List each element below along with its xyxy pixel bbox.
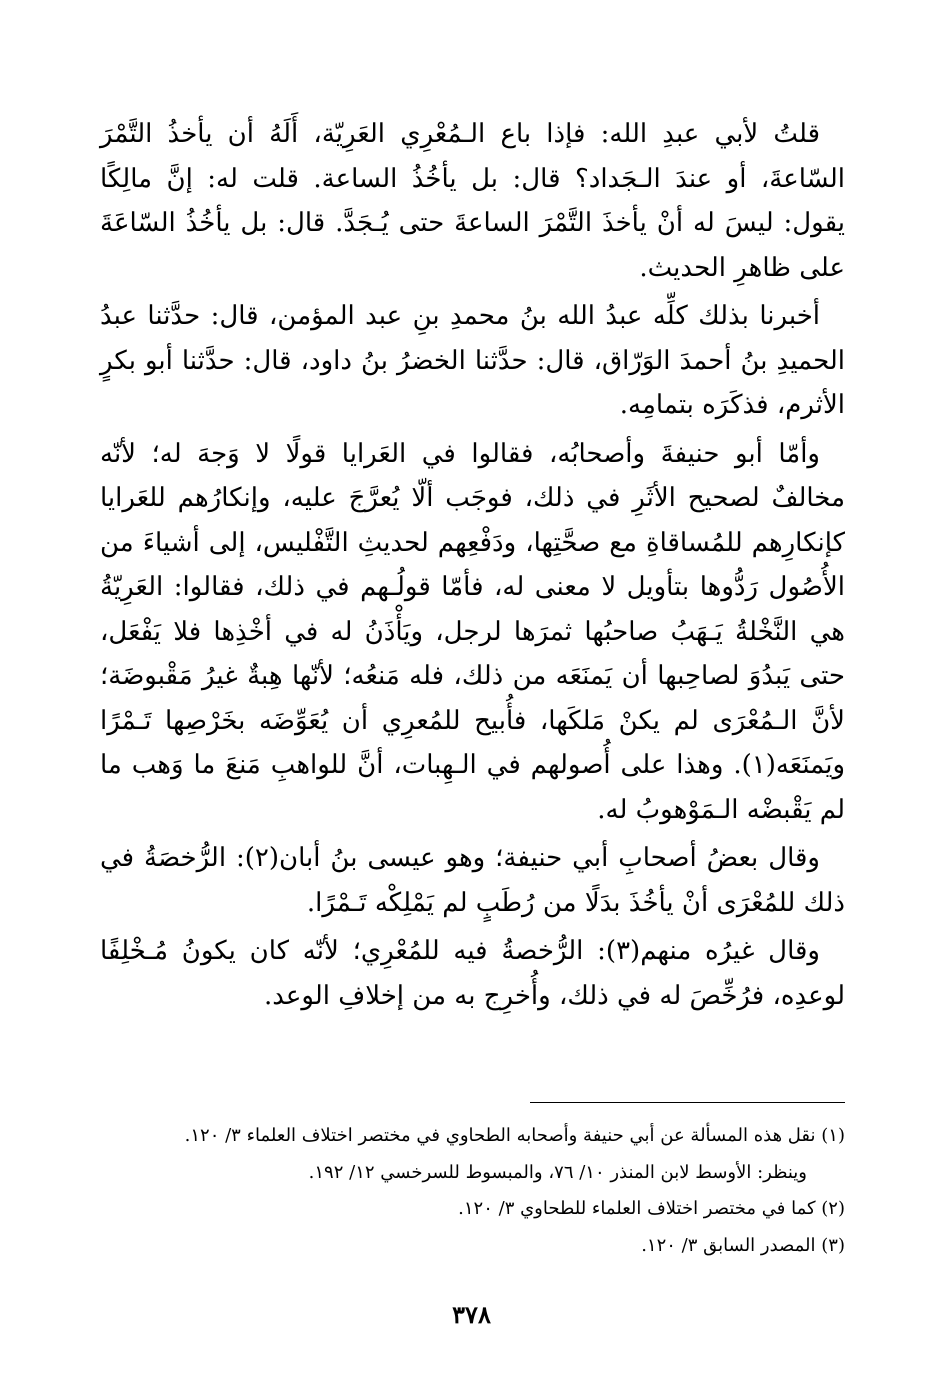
paragraph: وأمّا أبو حنيفةَ وأصحابُه، فقالوا في العَرايا قولًا لا وَجهَ له؛ لأنّه مخالفٌ لصحيح الأثَرِ في ذلك، فوجَب ألّا يُعرَّجَ عليه، وإنكارُهم للعَرايا كإنكارِهم للمُساقاةِ مع صحَّتِها، ودَفْعِهم لحديثِ التَّفْليس، إلى أشياءَ من الأُصُول رَدُّوها بتأويل لا معنى له، فأمّا قولُـهم في ذلك، فقالوا: العَرِيّةُ هي النَّخْلةُ يَـهَبُ صاحبُها ثمرَها لرجل، ويَأْذَنُ له في أخْذِها فلا يَفْعَل، حتى يَبدُوَ لصاحِبها أن يَمنَعَه من ذلك، فله مَنعُه؛ لأنّها هِبةٌ غيرُ مَقْبوضَة؛ لأنَّ الـمُعْرَى لم يكنْ مَلكَها، فأُبيح للمُعرِي أن يُعَوِّضَه بخَرْصِها تَـمْرًا ويَمنَعَه(١). وهذا على أُصولهم في الـهِبات، أنَّ للواهبِ مَنعَ ما وَهب ما لم يَقْبضْه الـمَوْهوبُ له.: [100, 438, 845, 825]
footnote: (٢) كما في مختصر اختلاف العلماء للطحاوي ٣/ ١٢٠.: [458, 1198, 845, 1219]
paragraph: أخبرنا بذلك كلِّه عبدُ الله بنُ محمدِ بنِ عبد المؤمن، قال: حدَّثنا عبدُ الحميدِ بنُ أحمدَ الوَرّاق، قال: حدَّثنا الخضرُ بنُ داود، قال: حدَّثنا أبو بكرٍ الأثرم، فذكَرَه بتمامِه.: [100, 301, 845, 420]
footnotes: [100, 1118, 845, 1264]
paragraph: قلتُ لأبي عبدِ الله: فإذا باع الـمُعْرِي العَرِيّة، أَلَهُ أن يأخذُ التَّمْرَ السّاعةَ، أو عندَ الـجَداد؟ قال: بل يأخُذُ الساعة. قلت له: إنَّ مالِكًا يقول: ليسَ له أنْ يأخذَ التَّمْرَ الساعةَ حتى يُـجَدَّ. قال: بل يأخُذُ السّاعَةَ على ظاهرِ الحديث.: [100, 119, 845, 283]
footnote-separator: [530, 1102, 845, 1103]
footnote: (١) نقل هذه المسألة عن أبي حنيفة وأصحابه الطحاوي في مختصر اختلاف العلماء ٣/ ١٢٠.: [184, 1125, 845, 1146]
paragraph: وقال بعضُ أصحابِ أبي حنيفة؛ وهو عيسى بنُ أبان(٢): الرُّخصَةُ في ذلك للمُعْرَى أنْ يأخُذَ بدَلًا من رُطَبٍ لم يَمْلِكْه تَـمْرًا.: [100, 843, 845, 918]
main-text: [100, 112, 845, 1022]
footnote-continuation: وينظر: الأوسط لابن المنذر ١٠/ ٧٦، والمبسوط للسرخسي ١٢/ ١٩٢.: [308, 1161, 807, 1183]
footnote: (٣) المصدر السابق ٣/ ١٢٠.: [641, 1234, 845, 1256]
page-number: ٣٧٨: [452, 1300, 491, 1329]
paragraph: وقال غيرُه منهم(٣): الرُّخصةُ فيه للمُعْرِي؛ لأنّه كان يكونُ مُـخْلِفًا لوعدِه، فرُخِّصَ له في ذلك، وأُخرِج به من إخلافِ الوعد.: [100, 936, 845, 1011]
